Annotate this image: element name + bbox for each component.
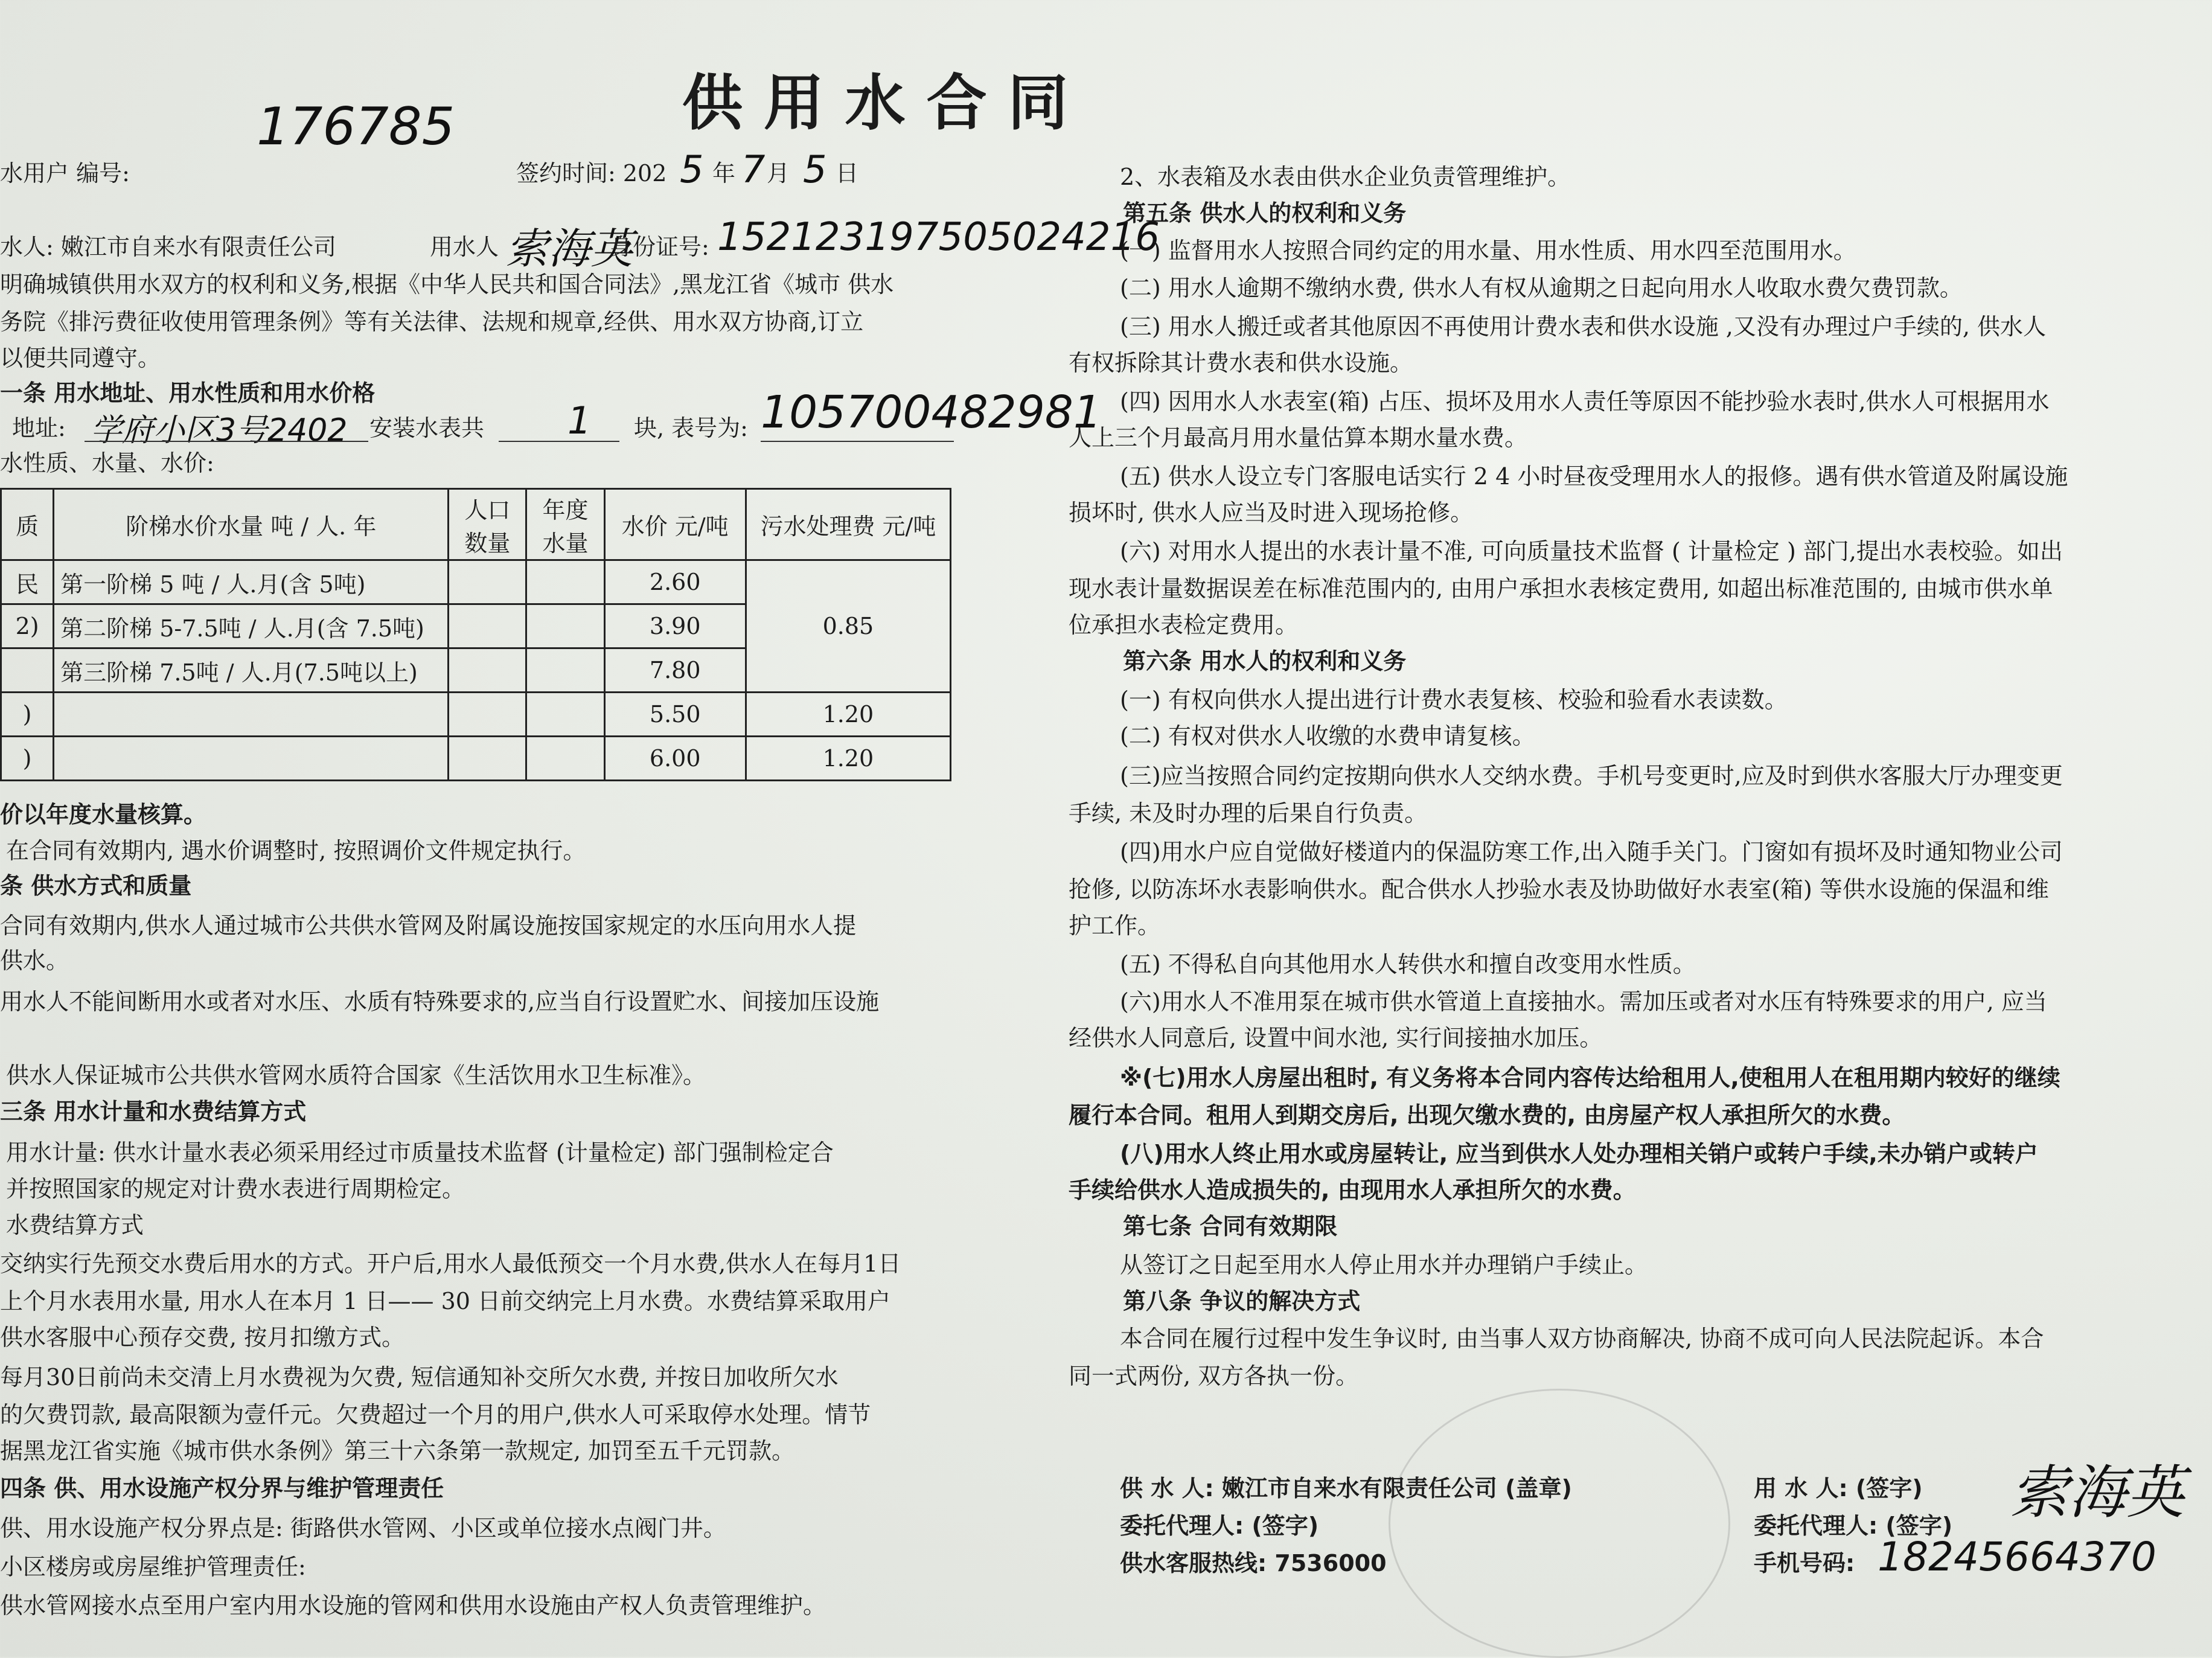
meter-count-underline <box>499 441 619 442</box>
day-label: 日 <box>836 160 859 187</box>
table-cell: 1.20 <box>746 693 950 737</box>
table-header-cell: 污水处理费 元/吨 <box>746 489 950 560</box>
right-line: 位承担水表检定费用。 <box>1069 612 1299 638</box>
right-line: 现水表计量数据误差在标准范围内的, 由用户承担水表核定费用, 如超出标准范围的, 由城市供水单 <box>1069 575 2053 602</box>
meter-number-handwritten: 105700482981 <box>761 386 1102 438</box>
water-price-table <box>0 488 951 781</box>
table-cell <box>54 693 449 737</box>
table-cell: 第二阶梯 5-7.5吨 / 人.月(含 7.5吨) <box>54 604 449 648</box>
right-line: (三)应当按照合同约定按期向供水人交纳水费。手机号变更时,应及时到供水客服大厅办理变更 <box>1120 763 2063 789</box>
left-line: 交纳实行先预交水费后用水的方式。开户后,用水人最低预交一个月水费,供水人在每月1日 <box>0 1250 901 1277</box>
right-line: 经供水人同意后, 设置中间水池, 实行间接抽水加压。 <box>1069 1025 1603 1051</box>
table-cell <box>526 737 604 781</box>
table-cell <box>449 693 526 737</box>
table-cell: 3.90 <box>604 604 746 648</box>
table-row <box>1 560 951 604</box>
address-underline <box>85 441 368 442</box>
table-header-cell: 水价 元/吨 <box>604 489 746 560</box>
year-label: 年 <box>712 160 736 187</box>
right-bold-line: ※(七)用水人房屋出租时, 有义务将本合同内容传达给租用人,使租用人在租用期内较好的继续 <box>1120 1064 2060 1091</box>
left-line: 每月30日前尚未交清上月水费视为欠费, 短信通知补交所欠水费, 并按日加收所欠水 <box>0 1364 839 1391</box>
meter-number-label: 块, 表号为: <box>634 415 748 441</box>
article-4-heading: 四条 供、用水设施产权分界与维护管理责任 <box>0 1475 444 1502</box>
right-line: (五) 供水人设立专门客服电话实行 2 4 小时昼夜受理用水人的报修。遇有供水管道及附属设施 <box>1120 463 2068 490</box>
preamble-line-3: 以便共同遵守。 <box>0 345 161 371</box>
right-line: 人上三个月最高月用水量估算本期水量水费。 <box>1069 424 1528 451</box>
meter-number-underline <box>761 441 954 442</box>
article-8-heading: 第八条 争议的解决方式 <box>1123 1288 1361 1314</box>
left-line: 据黑龙江省实施《城市供水条例》第三十六条第一款规定, 加罚至五千元罚款。 <box>0 1438 795 1464</box>
table-cell: ) <box>1 693 54 737</box>
left-line: 供、用水设施产权分界点是: 街路供水管网、小区或单位接水点阀门井。 <box>0 1515 726 1541</box>
user-signature-handwritten: 索海英 <box>2010 1459 2184 1526</box>
phone-label: 手机号码: <box>1754 1550 1855 1576</box>
left-line: 合同有效期内,供水人通过城市公共供水管网及附属设施按国家规定的水压向用水人提 <box>0 912 857 939</box>
user-agent-line: 委托代理人: (签字) <box>1754 1512 1953 1539</box>
sign-year: 5 <box>680 147 704 191</box>
left-line: 供水管网接水点至用户室内用水设施的管网和供用水设施由产权人负责管理维护。 <box>0 1592 826 1619</box>
hotline: 供水客服热线: 7536000 <box>1120 1550 1387 1576</box>
left-line: 小区楼房或房屋维护管理责任: <box>0 1554 306 1580</box>
table-cell <box>526 604 604 648</box>
table-cell <box>1 648 54 693</box>
right-line: 护工作。 <box>1069 912 1161 939</box>
right-bold-line: (八)用水人终止用水或房屋转让, 应当到供水人处办理相关销户或转户手续,未办销户或转户 <box>1120 1141 2038 1167</box>
supplier-signature-line: 供 水 人: 嫩江市自来水有限责任公司 (盖章) <box>1120 1475 1572 1502</box>
left-line: 供水人保证城市公共供水管网水质符合国家《生活饮用水卫生标准》。 <box>6 1062 706 1089</box>
left-line: 价以年度水量核算。 <box>0 801 207 828</box>
table-row <box>1 693 951 737</box>
address-handwritten: 学府小区3号2402 <box>91 412 348 449</box>
right-line: (六) 对用水人提出的水表计量不准, 可向质量技术监督 ( 计量检定 ) 部门,提出水表校验。如出 <box>1120 538 2063 565</box>
article-2-heading: 条 供水方式和质量 <box>0 872 192 899</box>
table-header-cell: 年度水量 <box>526 489 604 560</box>
left-line: 在合同有效期内, 遇水价调整时, 按照调价文件规定执行。 <box>6 837 586 864</box>
left-line: 用水计量: 供水计量水表必须采用经过市质量技术监督 (计量检定) 部门强制检定合 <box>6 1139 834 1166</box>
table-header-cell: 质 <box>1 489 54 560</box>
article-3-heading: 三条 用水计量和水费结算方式 <box>0 1098 307 1125</box>
preamble-line-2: 务院《排污费征收使用管理条例》等有关法律、法规和规章,经供、用水双方协商,订立 <box>0 309 864 335</box>
phone-handwritten: 18245664370 <box>1878 1534 2156 1580</box>
right-line: 手续, 未及时办理的后果自行负责。 <box>1069 800 1428 827</box>
right-line: 从签订之日起至用水人停止用水并办理销户手续止。 <box>1120 1252 1648 1278</box>
table-cell: ) <box>1 737 54 781</box>
left-line: 供水。 <box>0 947 69 974</box>
table-cell: 2.60 <box>604 560 746 604</box>
right-line: (二) 有权对供水人收缴的水费申请复核。 <box>1120 723 1535 749</box>
table-header-cell: 人口数量 <box>449 489 526 560</box>
table-cell: 民 <box>1 560 54 604</box>
right-bold-line: 履行本合同。租用人到期交房后, 出现欠缴水费的, 由房屋产权人承担所欠的水费。 <box>1069 1102 1905 1128</box>
sign-day: 5 <box>803 147 827 191</box>
table-cell: 1.20 <box>746 737 950 781</box>
user-name-handwritten: 索海英 <box>506 224 633 274</box>
id-number-label: 身份证号: <box>610 234 709 260</box>
table-cell <box>526 693 604 737</box>
sign-time-label: 签约时间: 202 <box>516 160 667 187</box>
right-line: 抢修, 以防冻坏水表影响供水。配合供水人抄验水表及协助做好水表室(箱) 等供水设施的保温和维 <box>1069 876 2049 903</box>
meter-count-handwritten: 1 <box>567 398 592 443</box>
right-line: (三) 用水人搬迁或者其他原因不再使用计费水表和供水设施 ,又没有办理过户手续的, 供水人 <box>1120 313 2047 340</box>
table-cell: 第三阶梯 7.5吨 / 人.月(7.5吨以上) <box>54 648 449 693</box>
article-5-heading: 第五条 供水人的权利和义务 <box>1123 200 1407 226</box>
article-1-heading: 一条 用水地址、用水性质和用水价格 <box>0 380 376 406</box>
right-line: (一) 有权向供水人提出进行计费水表复核、校验和验看水表读数。 <box>1120 687 1788 713</box>
user-signature-line: 用 水 人: (签字) <box>1754 1475 1923 1502</box>
preamble-line-1: 明确城镇供用水双方的权利和义务,根据《中华人民共和国合同法》,黑龙江省《城市 供水 <box>0 271 894 298</box>
table-cell: 5.50 <box>604 693 746 737</box>
table-cell <box>449 604 526 648</box>
month-label: 月 <box>767 160 790 187</box>
water-type-label: 水性质、水量、水价: <box>0 450 214 476</box>
right-line: 2、水表箱及水表由供水企业负责管理维护。 <box>1120 164 1571 190</box>
sign-month: 7 <box>741 147 766 191</box>
right-line: 有权拆除其计费水表和供水设施。 <box>1069 350 1413 376</box>
meter-count-label: 安装水表共 <box>369 415 485 441</box>
left-line: 用水人不能间断用水或者对水压、水质有特殊要求的,应当自行设置贮水、间接加压设施 <box>0 988 880 1015</box>
table-cell <box>54 737 449 781</box>
table-cell: 第一阶梯 5 吨 / 人.月(含 5吨) <box>54 560 449 604</box>
left-line: 供水客服中心预存交费, 按月扣缴方式。 <box>0 1324 405 1351</box>
table-cell: 7.80 <box>604 648 746 693</box>
table-header-cell: 阶梯水价水量 吨 / 人. 年 <box>54 489 449 560</box>
right-line: (二) 用水人逾期不缴纳水费, 供水人有权从逾期之日起向用水人收取水费欠费罚款。 <box>1120 275 1963 301</box>
left-line: 的欠费罚款, 最高限额为壹仟元。欠费超过一个月的用户,供水人可采取停水处理。情节 <box>0 1401 871 1428</box>
table-header-row <box>1 489 951 560</box>
table-cell: 0.85 <box>746 560 950 693</box>
right-line: (四)用水户应自觉做好楼道内的保温防寒工作,出入随手关门。门窗如有损坏及时通知物业公司 <box>1120 839 2063 865</box>
table-row <box>1 737 951 781</box>
article-6-heading: 第六条 用水人的权利和义务 <box>1123 648 1407 674</box>
table-cell <box>449 737 526 781</box>
right-line: (四) 因用水人水表室(箱) 占压、损坏及用水人责任等原因不能抄验水表时,供水人可根据用水 <box>1120 388 2050 415</box>
table-cell <box>526 648 604 693</box>
right-line: (六)用水人不准用泵在城市供水管道上直接抽水。需加压或者对水压有特殊要求的用户, 应当 <box>1120 988 2047 1015</box>
right-line: 本合同在履行过程中发生争议时, 由当事人双方协商解决, 协商不成可向人民法院起诉。本合 <box>1120 1325 2044 1352</box>
supplier-agent-line: 委托代理人: (签字) <box>1120 1512 1319 1539</box>
article-7-heading: 第七条 合同有效期限 <box>1123 1213 1338 1240</box>
company-seal-stamp <box>1389 1389 1730 1658</box>
table-cell: 6.00 <box>604 737 746 781</box>
table-cell <box>449 560 526 604</box>
supplier-party: 水人: 嫩江市自来水有限责任公司 <box>0 234 336 260</box>
left-line: 并按照国家的规定对计费水表进行周期检定。 <box>6 1176 465 1202</box>
table-cell <box>526 560 604 604</box>
document-title: 供 用 水 合 同 <box>682 67 1069 138</box>
table-cell <box>449 648 526 693</box>
right-bold-line: 手续给供水人造成损失的, 由现用水人承担所欠的水费。 <box>1069 1177 1636 1203</box>
id-number-handwritten: 152123197505024216 <box>717 215 1160 260</box>
left-line: 水费结算方式 <box>6 1212 144 1238</box>
left-line: 上个月水表用水量, 用水人在本月 1 日—— 30 日前交纳完上月水费。水费结算采取用户 <box>0 1288 891 1314</box>
right-line: (五) 不得私自向其他用水人转供水和擅自改变用水性质。 <box>1120 951 1696 978</box>
right-line: 同一式两份, 双方各执一份。 <box>1069 1363 1359 1389</box>
user-number-label: 水用户 编号: <box>0 160 130 187</box>
handwritten-contract-number: 176785 <box>257 97 455 157</box>
address-label: 地址: <box>12 415 66 441</box>
table-cell: 2) <box>1 604 54 648</box>
right-line: (一) 监督用水人按照合同约定的用水量、用水性质、用水四至范围用水。 <box>1120 237 1856 264</box>
right-line: 损坏时, 供水人应当及时进入现场抢修。 <box>1069 499 1474 526</box>
user-label: 用水人 <box>430 234 499 260</box>
